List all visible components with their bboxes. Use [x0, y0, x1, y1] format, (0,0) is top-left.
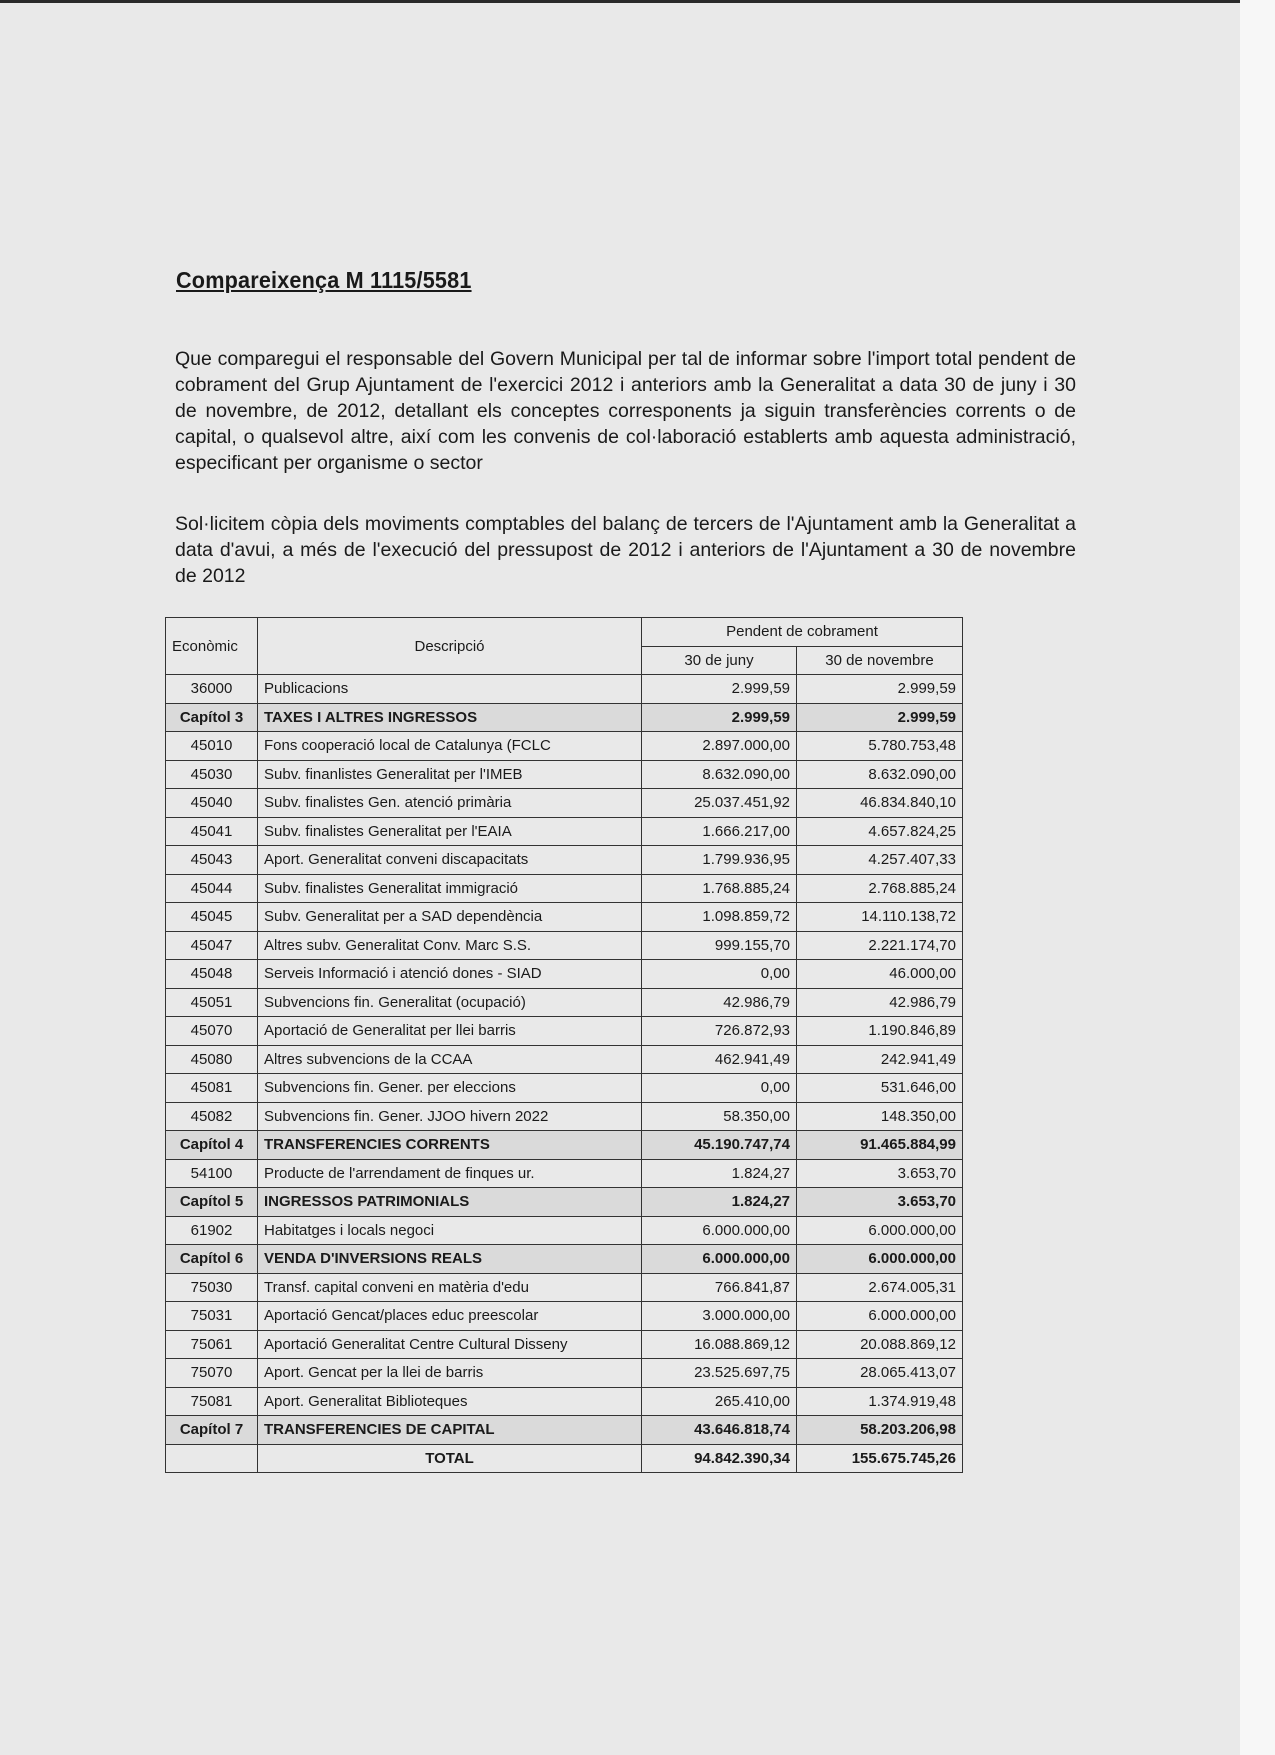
november-amount-cell: 5.780.753,48 — [797, 732, 963, 761]
june-amount-cell: 1.824,27 — [642, 1159, 797, 1188]
table-row — [166, 1045, 963, 1074]
june-amount-cell: 0,00 — [642, 1074, 797, 1103]
june-amount-cell: 1.098.859,72 — [642, 903, 797, 932]
june-amount-cell: 43.646.818,74 — [642, 1416, 797, 1445]
table-row — [166, 1216, 963, 1245]
header-november: 30 de novembre — [797, 646, 963, 675]
june-amount-cell: 45.190.747,74 — [642, 1131, 797, 1160]
header-economic: Econòmic — [166, 618, 258, 675]
description-cell: Subv. finalistes Generalitat per l'EAIA — [258, 817, 642, 846]
june-amount-cell: 16.088.869,12 — [642, 1330, 797, 1359]
chapter-subtotal-row — [166, 1416, 963, 1445]
economic-code-cell: 45047 — [166, 931, 258, 960]
november-amount-cell: 58.203.206,98 — [797, 1416, 963, 1445]
economic-code-cell: Capítol 3 — [166, 703, 258, 732]
economic-code-cell: 45040 — [166, 789, 258, 818]
scan-margin — [1240, 0, 1275, 1755]
description-cell: Aportació Generalitat Centre Cultural Disseny — [258, 1330, 642, 1359]
economic-code-cell: 75070 — [166, 1359, 258, 1388]
description-cell: Fons cooperació local de Catalunya (FCLC — [258, 732, 642, 761]
description-cell: Subv. Generalitat per a SAD dependència — [258, 903, 642, 932]
economic-code-cell: 75061 — [166, 1330, 258, 1359]
june-amount-cell: 2.897.000,00 — [642, 732, 797, 761]
economic-code-cell: Capítol 6 — [166, 1245, 258, 1274]
total-row — [166, 1444, 963, 1473]
june-amount-cell: 1.824,27 — [642, 1188, 797, 1217]
description-cell: Aportació Gencat/places educ preescolar — [258, 1302, 642, 1331]
description-cell: Producte de l'arrendament de finques ur. — [258, 1159, 642, 1188]
november-amount-cell: 242.941,49 — [797, 1045, 963, 1074]
request-paragraph: Que comparegui el responsable del Govern Municipal per tal de informar sobre l'import total pendent de cobrament del Grup Ajuntament de l'exercici 2012 i anteriors amb la Generalitat a data 30 de juny i 30 de novembre, de 2012, detallant els conceptes corresponents ja siguin transferències corrents o de capital, o qualsevol altre, així com les convenis de col·laboració establerts amb aquesta administració, especificant per organisme o sector — [175, 348, 1076, 474]
economic-code-cell: 45082 — [166, 1102, 258, 1131]
economic-code-cell: 45070 — [166, 1017, 258, 1046]
economic-code-cell: Capítol 5 — [166, 1188, 258, 1217]
table-row — [166, 846, 963, 875]
november-amount-cell: 2.768.885,24 — [797, 874, 963, 903]
description-cell: Subv. finalistes Gen. atenció primària — [258, 789, 642, 818]
description-cell: Aport. Generalitat conveni discapacitats — [258, 846, 642, 875]
table-header-row — [166, 618, 963, 647]
november-amount-cell: 6.000.000,00 — [797, 1216, 963, 1245]
description-cell: Habitatges i locals negoci — [258, 1216, 642, 1245]
june-amount-cell: 462.941,49 — [642, 1045, 797, 1074]
description-cell: Subv. finalistes Generalitat immigració — [258, 874, 642, 903]
copy-request-paragraph: Sol·licitem còpia dels moviments comptables del balanç de tercers de l'Ajuntament amb la Generalitat a data d'avui, a més de l'execució del pressupost de 2012 i anteriors de l'Ajuntament a 30 de novembre de 2012 — [175, 513, 1076, 587]
document-title: Compareixença M 1115/5581 — [176, 267, 472, 293]
table-row — [166, 1302, 963, 1331]
november-amount-cell: 1.374.919,48 — [797, 1387, 963, 1416]
chapter-subtotal-row — [166, 1131, 963, 1160]
june-amount-cell: 6.000.000,00 — [642, 1216, 797, 1245]
description-cell: Subv. finanlistes Generalitat per l'IMEB — [258, 760, 642, 789]
november-amount-cell: 6.000.000,00 — [797, 1302, 963, 1331]
table-row — [166, 1017, 963, 1046]
june-amount-cell: 1.768.885,24 — [642, 874, 797, 903]
november-amount-cell: 4.257.407,33 — [797, 846, 963, 875]
table-row — [166, 1102, 963, 1131]
table-row — [166, 931, 963, 960]
june-amount-cell: 23.525.697,75 — [642, 1359, 797, 1388]
economic-code-cell: 75031 — [166, 1302, 258, 1331]
economic-code-cell: Capítol 7 — [166, 1416, 258, 1445]
table-row — [166, 675, 963, 704]
economic-code-cell: 61902 — [166, 1216, 258, 1245]
table-row — [166, 1273, 963, 1302]
june-amount-cell: 2.999,59 — [642, 675, 797, 704]
june-amount-cell: 726.872,93 — [642, 1017, 797, 1046]
table-row — [166, 1159, 963, 1188]
header-description: Descripció — [258, 618, 642, 675]
november-amount-cell: 20.088.869,12 — [797, 1330, 963, 1359]
description-cell: Subvencions fin. Generalitat (ocupació) — [258, 988, 642, 1017]
november-amount-cell: 6.000.000,00 — [797, 1245, 963, 1274]
table-body — [166, 675, 963, 1473]
economic-code-cell: 45048 — [166, 960, 258, 989]
november-amount-cell: 531.646,00 — [797, 1074, 963, 1103]
june-amount-cell: 3.000.000,00 — [642, 1302, 797, 1331]
table-row — [166, 817, 963, 846]
table-row — [166, 988, 963, 1017]
economic-code-cell: 36000 — [166, 675, 258, 704]
june-amount-cell: 94.842.390,34 — [642, 1444, 797, 1473]
description-cell: TRANSFERENCIES CORRENTS — [258, 1131, 642, 1160]
description-cell: Subvencions fin. Gener. JJOO hivern 2022 — [258, 1102, 642, 1131]
economic-code-cell: Capítol 4 — [166, 1131, 258, 1160]
june-amount-cell: 999.155,70 — [642, 931, 797, 960]
chapter-subtotal-row — [166, 1188, 963, 1217]
june-amount-cell: 8.632.090,00 — [642, 760, 797, 789]
header-pending-collection: Pendent de cobrament — [642, 618, 963, 647]
description-cell: VENDA D'INVERSIONS REALS — [258, 1245, 642, 1274]
economic-code-cell — [166, 1444, 258, 1473]
november-amount-cell: 4.657.824,25 — [797, 817, 963, 846]
june-amount-cell: 265.410,00 — [642, 1387, 797, 1416]
description-cell: Aportació de Generalitat per llei barris — [258, 1017, 642, 1046]
chapter-subtotal-row — [166, 1245, 963, 1274]
description-cell: Aport. Gencat per la llei de barris — [258, 1359, 642, 1388]
description-cell: TRANSFERENCIES DE CAPITAL — [258, 1416, 642, 1445]
june-amount-cell: 6.000.000,00 — [642, 1245, 797, 1274]
november-amount-cell: 155.675.745,26 — [797, 1444, 963, 1473]
november-amount-cell: 46.834.840,10 — [797, 789, 963, 818]
pending-collection-table — [165, 617, 963, 1473]
description-cell: Transf. capital conveni en matèria d'edu — [258, 1273, 642, 1302]
november-amount-cell: 3.653,70 — [797, 1188, 963, 1217]
november-amount-cell: 2.221.174,70 — [797, 931, 963, 960]
economic-code-cell: 45010 — [166, 732, 258, 761]
description-cell: Aport. Generalitat Biblioteques — [258, 1387, 642, 1416]
november-amount-cell: 2.999,59 — [797, 675, 963, 704]
november-amount-cell: 14.110.138,72 — [797, 903, 963, 932]
table-row — [166, 1074, 963, 1103]
table-row — [166, 1387, 963, 1416]
description-cell: Altres subvencions de la CCAA — [258, 1045, 642, 1074]
economic-code-cell: 45030 — [166, 760, 258, 789]
june-amount-cell: 1.666.217,00 — [642, 817, 797, 846]
economic-code-cell: 45081 — [166, 1074, 258, 1103]
table-row — [166, 760, 963, 789]
november-amount-cell: 91.465.884,99 — [797, 1131, 963, 1160]
november-amount-cell: 148.350,00 — [797, 1102, 963, 1131]
description-cell: Subvencions fin. Gener. per eleccions — [258, 1074, 642, 1103]
chapter-subtotal-row — [166, 703, 963, 732]
november-amount-cell: 2.674.005,31 — [797, 1273, 963, 1302]
june-amount-cell: 58.350,00 — [642, 1102, 797, 1131]
description-cell: Publicacions — [258, 675, 642, 704]
economic-code-cell: 75081 — [166, 1387, 258, 1416]
june-amount-cell: 25.037.451,92 — [642, 789, 797, 818]
november-amount-cell: 42.986,79 — [797, 988, 963, 1017]
november-amount-cell: 46.000,00 — [797, 960, 963, 989]
economic-code-cell: 45044 — [166, 874, 258, 903]
table-row — [166, 903, 963, 932]
description-cell: Altres subv. Generalitat Conv. Marc S.S. — [258, 931, 642, 960]
economic-code-cell: 45051 — [166, 988, 258, 1017]
table-row — [166, 1359, 963, 1388]
table-row — [166, 874, 963, 903]
table-row — [166, 789, 963, 818]
june-amount-cell: 766.841,87 — [642, 1273, 797, 1302]
economic-code-cell: 54100 — [166, 1159, 258, 1188]
november-amount-cell: 3.653,70 — [797, 1159, 963, 1188]
header-june: 30 de juny — [642, 646, 797, 675]
description-cell: Serveis Informació i atenció dones - SIAD — [258, 960, 642, 989]
table-row — [166, 732, 963, 761]
november-amount-cell: 8.632.090,00 — [797, 760, 963, 789]
november-amount-cell: 28.065.413,07 — [797, 1359, 963, 1388]
june-amount-cell: 1.799.936,95 — [642, 846, 797, 875]
economic-code-cell: 45080 — [166, 1045, 258, 1074]
june-amount-cell: 42.986,79 — [642, 988, 797, 1017]
economic-code-cell: 75030 — [166, 1273, 258, 1302]
economic-code-cell: 45041 — [166, 817, 258, 846]
november-amount-cell: 2.999,59 — [797, 703, 963, 732]
description-cell: TOTAL — [258, 1444, 642, 1473]
table-row — [166, 1330, 963, 1359]
november-amount-cell: 1.190.846,89 — [797, 1017, 963, 1046]
table-row — [166, 960, 963, 989]
economic-code-cell: 45043 — [166, 846, 258, 875]
june-amount-cell: 0,00 — [642, 960, 797, 989]
economic-code-cell: 45045 — [166, 903, 258, 932]
description-cell: TAXES I ALTRES INGRESSOS — [258, 703, 642, 732]
description-cell: INGRESSOS PATRIMONIALS — [258, 1188, 642, 1217]
june-amount-cell: 2.999,59 — [642, 703, 797, 732]
